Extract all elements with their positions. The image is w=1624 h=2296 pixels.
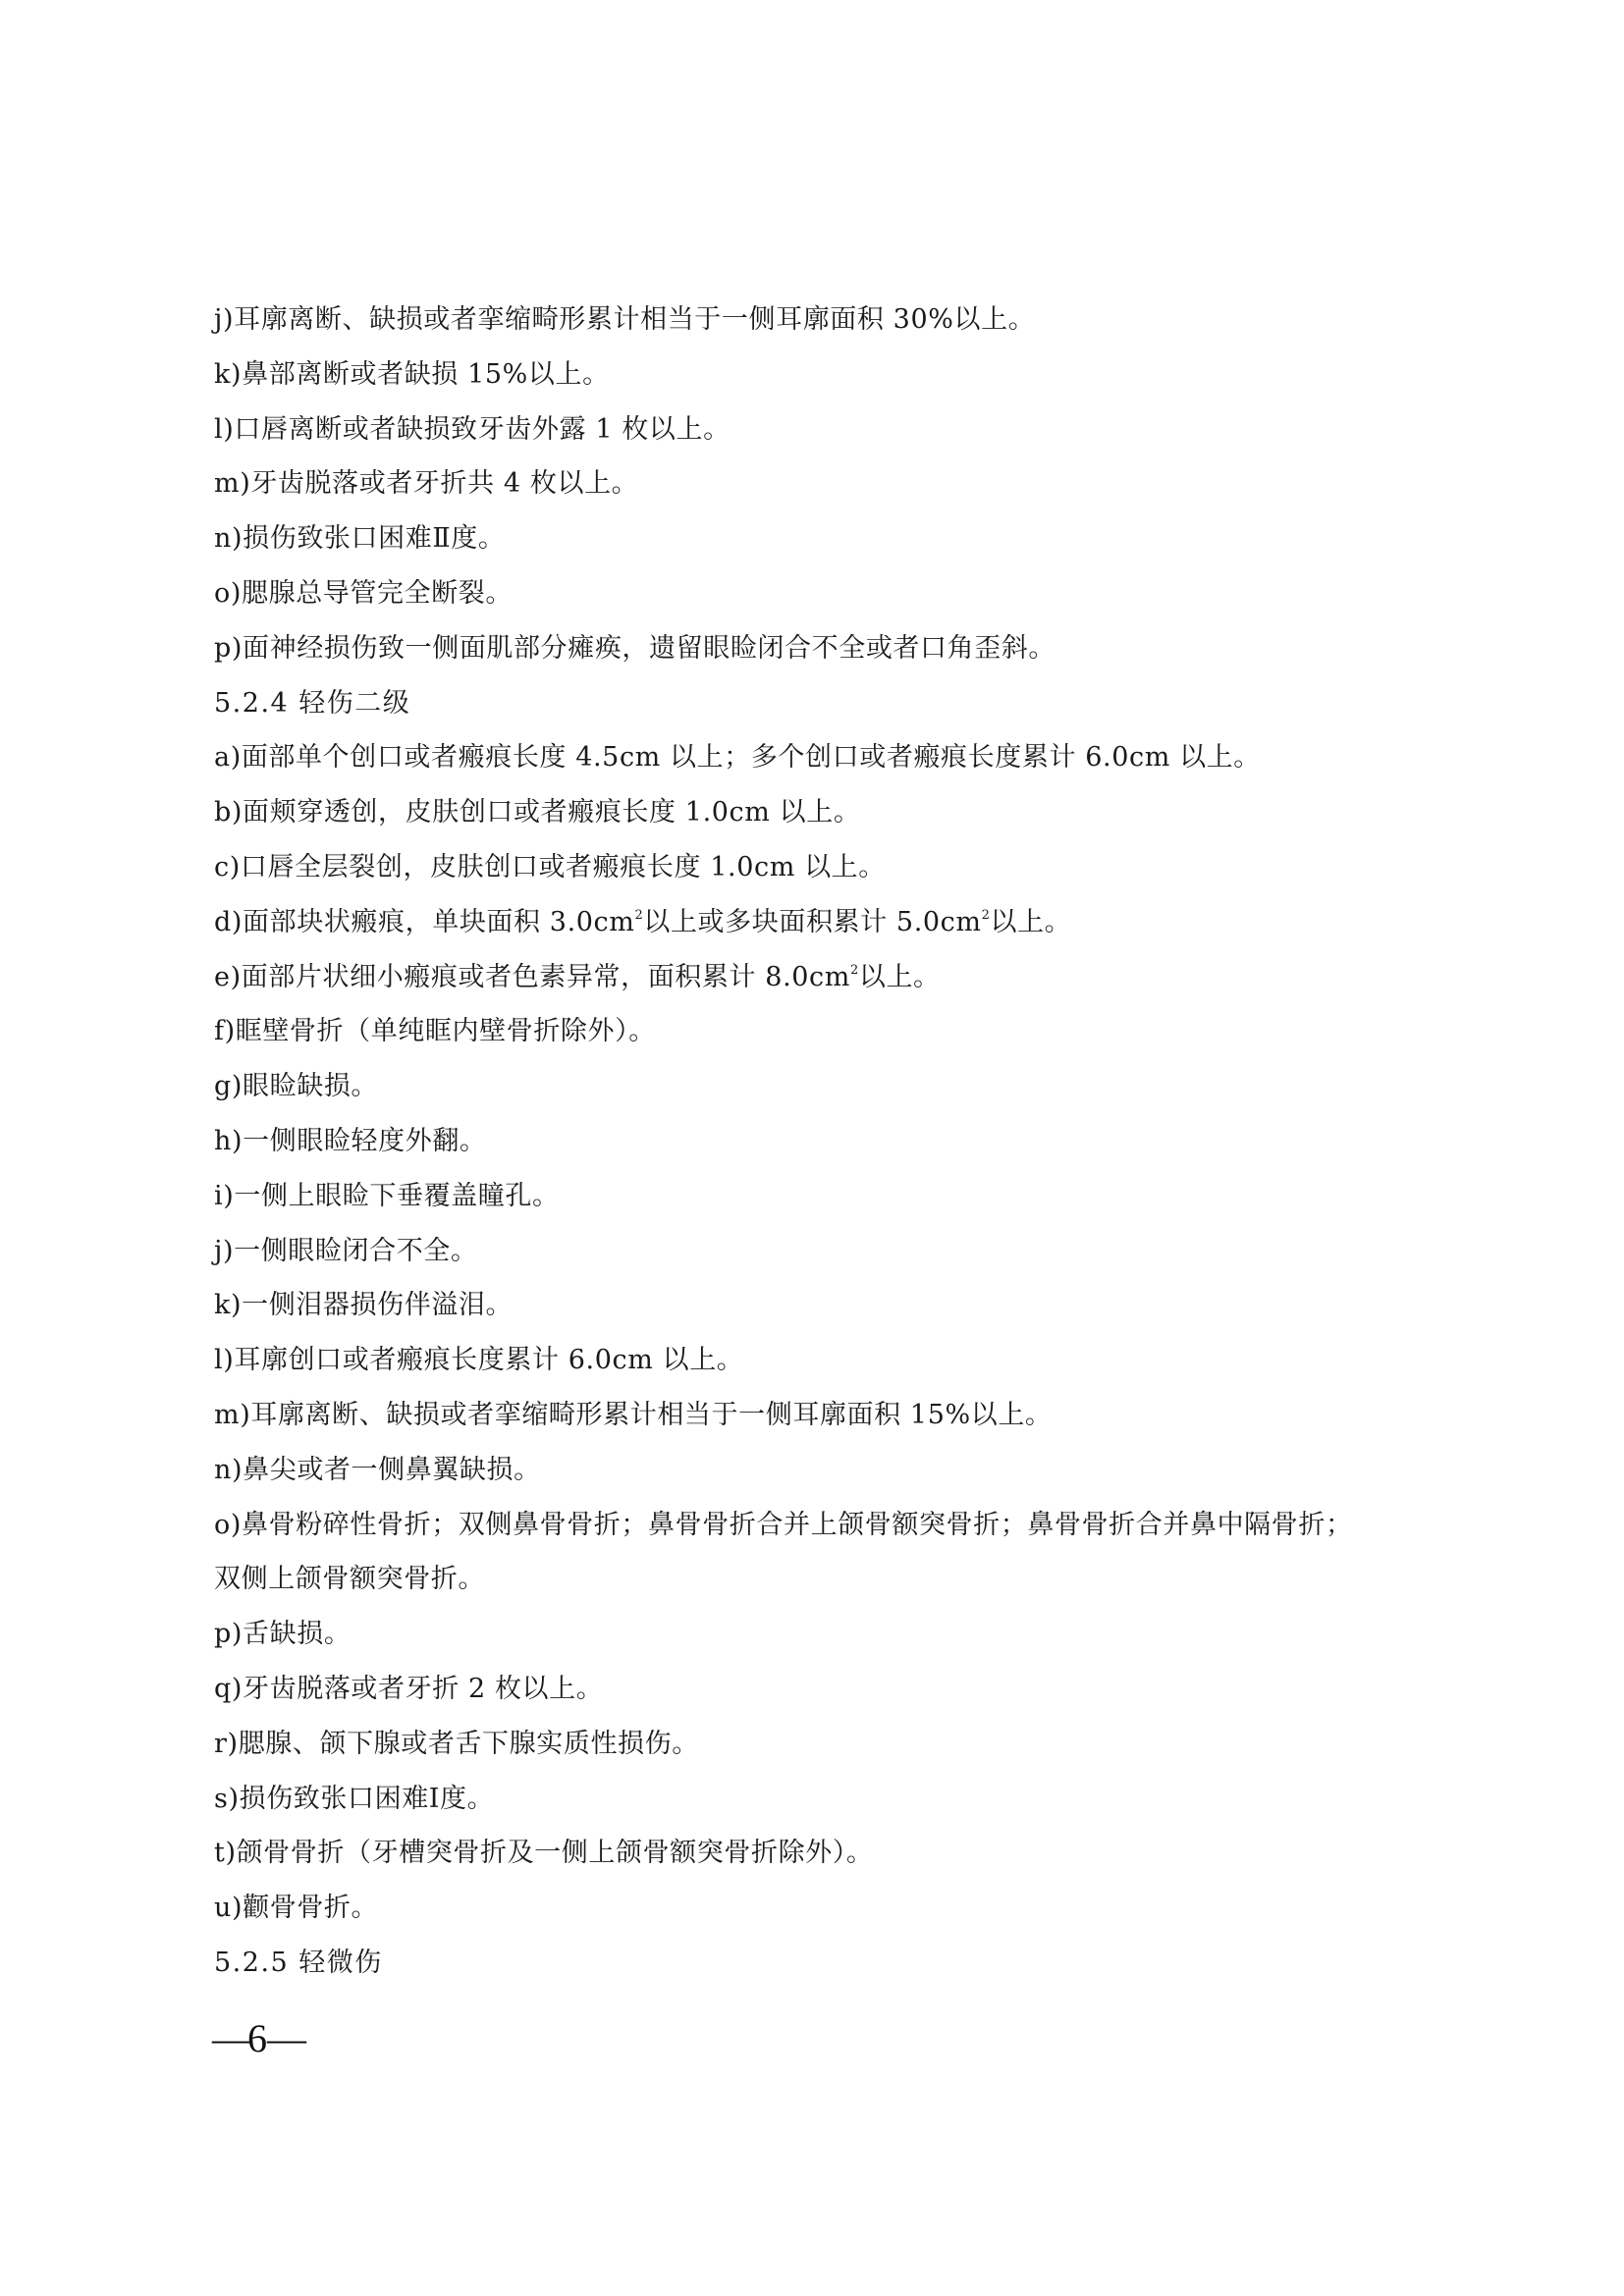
list-item: n)鼻尖或者一侧鼻翼缺损。 [214,1454,541,1485]
list-item: o)腮腺总导管完全断裂。 [214,577,513,609]
section-heading: 5.2.4 轻伤二级 [214,687,411,719]
list-item: u)颧骨骨折。 [214,1893,379,1924]
document-body [214,293,1432,1991]
list-item: l)耳廓创口或者瘢痕长度累计 6.0cm 以上。 [214,1345,744,1376]
list-item: i)一侧上眼睑下垂覆盖瞳孔。 [214,1180,560,1211]
footer-dash-right: — [267,2016,302,2060]
list-item: n)损伤致张口困难Ⅱ度。 [214,523,506,555]
list-item: m)耳廓离断、缺损或者挛缩畸形累计相当于一侧耳廓面积 15%以上。 [214,1399,1053,1430]
footer-dash-left: — [212,2016,247,2060]
list-item: t)颌骨骨折（牙槽突骨折及一侧上颌骨额突骨折除外）。 [214,1838,874,1869]
superscript: 2 [634,907,644,923]
list-item: k)一侧泪器损伤伴溢泪。 [214,1290,514,1321]
list-item: b)面颊穿透创，皮肤创口或者瘢痕长度 1.0cm 以上。 [214,797,861,828]
list-item: l)口唇离断或者缺损致牙齿外露 1 枚以上。 [214,413,731,445]
item-text: 以上。 [990,906,1072,937]
list-item: q)牙齿脱落或者牙折 2 枚以上。 [214,1673,604,1704]
item-text: 以上。 [858,961,941,992]
list-item [214,895,1432,950]
list-item: k)鼻部离断或者缺损 15%以上。 [214,358,610,390]
item-text: 以上或多块面积累计 5.0cm [643,906,982,937]
list-item: j)耳廓离断、缺损或者挛缩畸形累计相当于一侧耳廓面积 30%以上。 [214,304,1036,335]
page-number: 6 [247,2016,267,2060]
list-item: h)一侧眼睑轻度外翻。 [214,1125,487,1156]
list-item: s)损伤致张口困难Ⅰ度。 [214,1783,495,1814]
list-item: p)面神经损伤致一侧面肌部分瘫痪，遗留眼睑闭合不全或者口角歪斜。 [214,632,1056,664]
list-item: f)眶壁骨折（单纯眶内壁骨折除外）。 [214,1016,656,1047]
list-item [214,950,1432,1005]
list-item: r)腮腺、颌下腺或者舌下腺实质性损伤。 [214,1728,699,1759]
page-footer [212,2014,302,2063]
superscript: 2 [849,962,859,978]
item-text: e)面部片状细小瘢痕或者色素异常，面积累计 8.0cm [214,961,850,992]
list-item: m)牙齿脱落或者牙折共 4 枚以上。 [214,468,639,500]
list-item: a)面部单个创口或者瘢痕长度 4.5cm 以上；多个创口或者瘢痕长度累计 6.0cm 以上。 [214,742,1261,774]
list-item: j)一侧眼睑闭合不全。 [214,1235,478,1266]
list-item-continuation: 双侧上颌骨额突骨折。 [214,1564,485,1595]
list-item: o)鼻骨粉碎性骨折；双侧鼻骨骨折；鼻骨骨折合并上颌骨额突骨折；鼻骨骨折合并鼻中隔骨折； [214,1509,1353,1540]
list-item: g)眼睑缺损。 [214,1071,379,1102]
list-item: c)口唇全层裂创，皮肤创口或者瘢痕长度 1.0cm 以上。 [214,851,886,882]
section-heading: 5.2.5 轻微伤 [214,1947,383,1978]
list-item: p)舌缺损。 [214,1619,352,1650]
superscript: 2 [981,907,991,923]
item-text: d)面部块状瘢痕，单块面积 3.0cm [214,906,635,937]
